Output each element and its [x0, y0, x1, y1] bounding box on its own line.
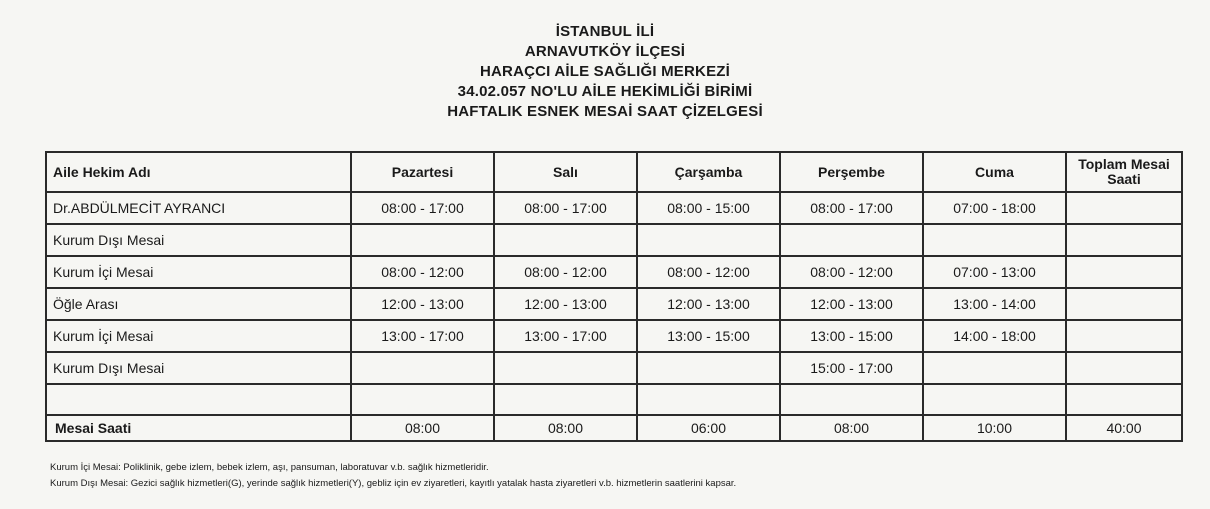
table-cell: 14:00 - 18:00	[923, 320, 1066, 352]
header-province: İSTANBUL İLİ	[555, 23, 655, 40]
column-header-total: Toplam Mesai Saati	[1066, 152, 1182, 192]
total-cell: 06:00	[637, 415, 780, 441]
row-label: Dr.ABDÜLMECİT AYRANCI	[46, 192, 351, 224]
column-header-doctor: Aile Hekim Adı	[46, 152, 351, 192]
table-cell	[494, 352, 637, 384]
table-cell: 13:00 - 17:00	[351, 320, 494, 352]
table-cell	[1066, 320, 1182, 352]
table-cell	[1066, 384, 1182, 415]
total-cell: 08:00	[351, 415, 494, 441]
table-cell	[923, 224, 1066, 256]
total-cell: 08:00	[494, 415, 637, 441]
row-label: Kurum Dışı Mesai	[46, 224, 351, 256]
table-cell	[780, 384, 923, 415]
header-unit: 34.02.057 NO'LU AİLE HEKİMLİĞİ BİRİMİ	[457, 83, 753, 100]
table-cell: 08:00 - 17:00	[780, 192, 923, 224]
table-cell	[351, 224, 494, 256]
table-cell	[351, 352, 494, 384]
row-label: Kurum İçi Mesai	[46, 256, 351, 288]
header-district: ARNAVUTKÖY İLÇESİ	[524, 43, 686, 60]
document-header	[0, 22, 1210, 122]
table-row	[46, 224, 1182, 256]
table-cell: 13:00 - 14:00	[923, 288, 1066, 320]
table-cell	[494, 384, 637, 415]
table-cell	[923, 384, 1066, 415]
row-label	[46, 384, 351, 415]
table-cell	[1066, 256, 1182, 288]
table-header-row	[46, 152, 1182, 192]
column-header-tuesday: Salı	[494, 152, 637, 192]
column-header-monday: Pazartesi	[351, 152, 494, 192]
table-cell	[1066, 352, 1182, 384]
header-title: HAFTALIK ESNEK MESAİ SAAT ÇİZELGESİ	[447, 103, 763, 120]
table-cell: 12:00 - 13:00	[494, 288, 637, 320]
table-cell: 13:00 - 17:00	[494, 320, 637, 352]
table-cell	[637, 224, 780, 256]
schedule-table	[45, 151, 1183, 442]
table-cell	[351, 384, 494, 415]
table-cell	[923, 352, 1066, 384]
total-row	[46, 415, 1182, 441]
table-cell	[1066, 224, 1182, 256]
table-cell	[637, 352, 780, 384]
table-cell: 07:00 - 18:00	[923, 192, 1066, 224]
row-label: Kurum Dışı Mesai	[46, 352, 351, 384]
table-cell: 08:00 - 12:00	[351, 256, 494, 288]
table-row	[46, 320, 1182, 352]
table-cell: 12:00 - 13:00	[351, 288, 494, 320]
table-cell	[780, 224, 923, 256]
total-cell: 08:00	[780, 415, 923, 441]
table-cell: 12:00 - 13:00	[637, 288, 780, 320]
footnote-internal: Kurum İçi Mesai: Poliklinik, gebe izlem, bebek izlem, aşı, pansuman, laboratuvar v.b. sağlık hizmetleridir.	[50, 462, 489, 473]
footnotes	[50, 460, 736, 492]
header-health-center: HARAÇCI AİLE SAĞLIĞI MERKEZİ	[479, 63, 731, 80]
total-label: Mesai Saati	[46, 415, 351, 441]
table-cell: 08:00 - 12:00	[494, 256, 637, 288]
table-row	[46, 352, 1182, 384]
table-cell	[1066, 288, 1182, 320]
table-cell: 08:00 - 12:00	[780, 256, 923, 288]
table-cell: 08:00 - 12:00	[637, 256, 780, 288]
column-header-wednesday: Çarşamba	[637, 152, 780, 192]
row-label: Öğle Arası	[46, 288, 351, 320]
table-cell: 08:00 - 17:00	[494, 192, 637, 224]
table-cell	[494, 224, 637, 256]
table-cell	[1066, 192, 1182, 224]
footnote-external: Kurum Dışı Mesai: Gezici sağlık hizmetleri(G), yerinde sağlık hizmetleri(Y), gebliz için ev ziyaretleri, kayıtlı yatalak hasta ziyaretleri v.b. hizmetlerin saatlerini kapsar.	[50, 478, 737, 489]
table-cell: 07:00 - 13:00	[923, 256, 1066, 288]
table-row	[46, 192, 1182, 224]
column-header-friday: Cuma	[923, 152, 1066, 192]
table-row	[46, 256, 1182, 288]
table-cell: 12:00 - 13:00	[780, 288, 923, 320]
row-label: Kurum İçi Mesai	[46, 320, 351, 352]
column-header-thursday: Perşembe	[780, 152, 923, 192]
table-cell: 15:00 - 17:00	[780, 352, 923, 384]
table-cell: 13:00 - 15:00	[780, 320, 923, 352]
table-cell: 08:00 - 15:00	[637, 192, 780, 224]
table-cell: 08:00 - 17:00	[351, 192, 494, 224]
table-cell	[637, 384, 780, 415]
table-row	[46, 384, 1182, 415]
table-row	[46, 288, 1182, 320]
table-cell: 13:00 - 15:00	[637, 320, 780, 352]
total-cell-grand: 40:00	[1066, 415, 1182, 441]
total-cell: 10:00	[923, 415, 1066, 441]
